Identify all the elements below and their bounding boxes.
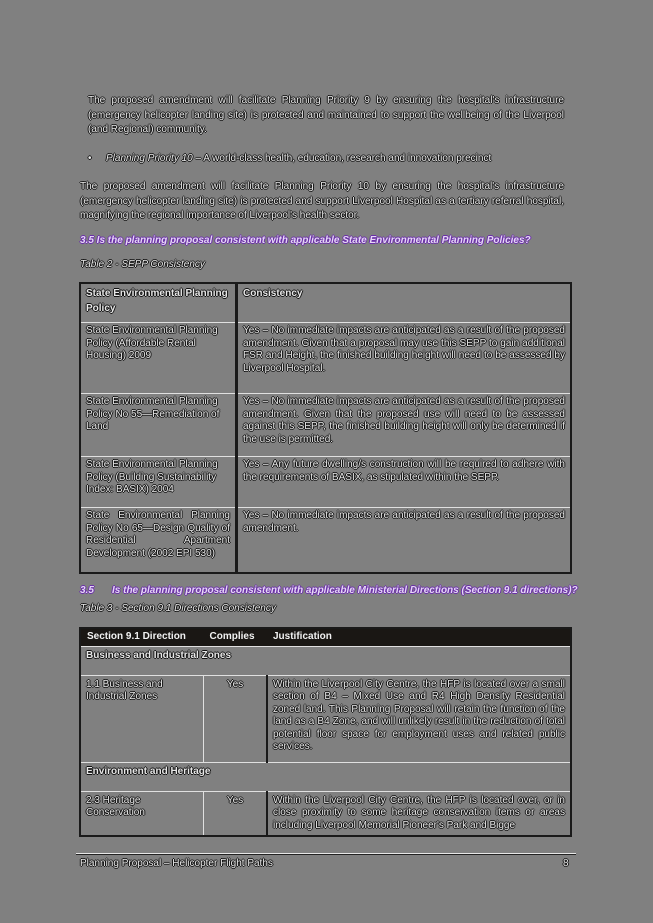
- group-title-business: Business and Industrial Zones: [80, 646, 571, 675]
- consistency-cell: Yes – No immediate impacts are anticipated as a result of the proposed amendment. Given that the proposed use will need to be assessed against this SEPP, the finished building height will only be determined if the use is permitted.: [237, 394, 572, 457]
- heading-number: 3.5: [80, 585, 94, 596]
- bullet-text: – A world-class health, education, research and innovation precinct: [192, 153, 492, 164]
- heading-text: Is the planning proposal consistent with applicable Ministerial Directions (Section 9.1 directions)?: [112, 585, 578, 596]
- paragraph-priority-9: The proposed amendment will facilitate Planning Priority 9 by ensuring the hospital's infrastructure (emergency helicopter landing site) is protected and maintained to support the wellbeing of the Liverpool (and Regional) community.: [88, 95, 564, 135]
- page-number: 8: [563, 858, 569, 869]
- bullet-icon: •: [88, 153, 92, 164]
- complies-cell: Yes: [204, 791, 268, 836]
- table-row: [80, 508, 571, 574]
- group-title-environment: Environment and Heritage: [80, 762, 571, 791]
- consistency-cell: Yes – No immediate impacts are anticipated as a result of the proposed amendment. Given that a proposal may use this SEPP to gain additional FSR and Height, the finished building height will need to be assessed by Liverpool Hospital.: [237, 323, 572, 394]
- policy-cell: State Environmental Planning Policy (Affordable Rental Housing) 2009: [80, 323, 237, 394]
- heading-sepp-consistency: 3.5 Is the planning proposal consistent with applicable State Environmental Planning Policies?: [80, 235, 531, 246]
- paragraph-priority-10: The proposed amendment will facilitate Planning Priority 10 by ensuring the hospital's infrastructure (emergency helicopter landing site) is protected and support Liverpool Hospital as a tertiary referral hospital, magnifying the regional importance of Liverpool's health sector.: [80, 181, 564, 221]
- consistency-cell: Yes – Any future dwelling/s construction will be required to adhere with the requirements of BASIX, as stipulated within the SEPP.: [237, 457, 572, 508]
- justification-cell: Within the Liverpool City Centre, the HFP is located over, or in close proximity to some heritage conservation items or areas including Liverpool Memorial Pioneer's Park and Bigge: [267, 791, 571, 836]
- section-9-1-directions-table: [79, 627, 572, 837]
- complies-cell: Yes: [204, 675, 268, 762]
- table-header-row: [80, 283, 571, 323]
- consistency-cell: Yes – No immediate impacts are anticipated as a result of the proposed amendment.: [237, 508, 572, 574]
- sepp-consistency-table: [79, 282, 572, 574]
- bullet-label: Planning Priority 10: [106, 153, 193, 164]
- table-row: [80, 791, 571, 836]
- group-row: [80, 646, 571, 675]
- footer-divider: [76, 853, 576, 855]
- heading-ministerial-directions: [80, 585, 580, 596]
- policy-cell: State Environmental Planning Policy (Building Sustainability Index: BASIX) 2004: [80, 457, 237, 508]
- direction-cell: 1.1 Business and Industrial Zones: [80, 675, 204, 762]
- table-caption-directions: Table 3 - Section 9.1 Directions Consistency: [80, 603, 276, 614]
- bullet-planning-priority-10: [88, 152, 564, 166]
- footer-title: Planning Proposal – Helicopter Flight Paths: [80, 858, 273, 869]
- table-row: [80, 457, 571, 508]
- table-row: [80, 323, 571, 394]
- column-header-consistency: Consistency: [237, 283, 572, 323]
- column-header-policy: State Environmental Planning Policy: [80, 283, 237, 323]
- justification-cell: Within the Liverpool City Centre, the HFP is located over a small section of B4 – Mixed Use and R4 High Density Residential zoned land. This Planning Proposal will retain the function of the land as a B4 Zone, and will unlikely result in the reduction of total potential floor space for employment uses and related public services.: [267, 675, 571, 762]
- table-row: [80, 675, 571, 762]
- table-caption-sepp: Table 2 - SEPP Consistency: [80, 259, 205, 270]
- column-header-direction: Section 9.1 Direction: [80, 628, 204, 646]
- policy-cell: State Environmental Planning Policy No 55—Remediation of Land: [80, 394, 237, 457]
- column-header-justification: Justification: [267, 628, 571, 646]
- policy-cell: State Environmental Planning Policy No 65—Design Quality of Residential Apartment Development (2002 EPI 530): [80, 508, 237, 574]
- direction-cell: 2.3 Heritage Conservation: [80, 791, 204, 836]
- group-row: [80, 762, 571, 791]
- column-header-complies: Complies: [204, 628, 268, 646]
- table-row: [80, 394, 571, 457]
- table-header-row: [80, 628, 571, 646]
